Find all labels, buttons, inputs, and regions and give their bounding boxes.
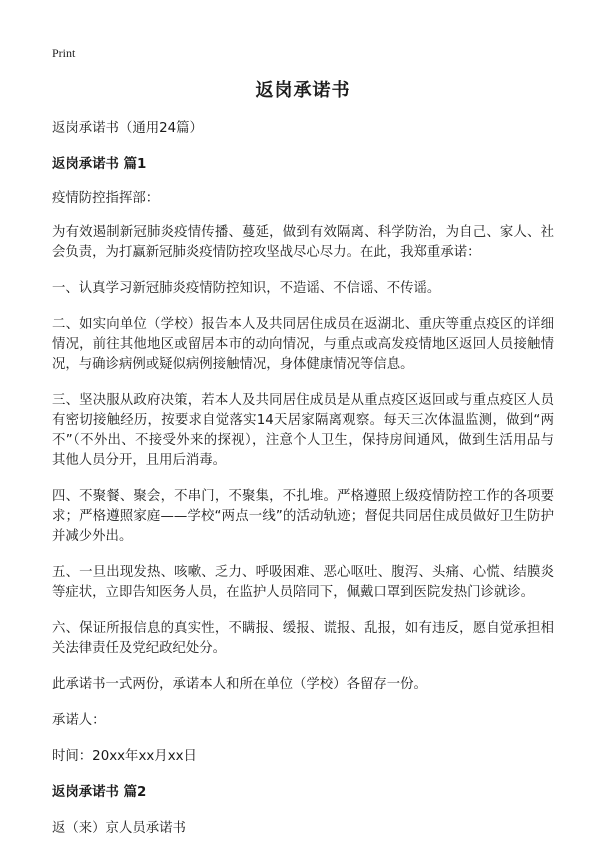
print-label[interactable]: Print (52, 46, 76, 60)
document-subtitle: 返岗承诺书（通用24篇） (52, 121, 203, 136)
paragraph-item-3: 三、坚决服从政府决策，若本人及共同居住成员是从重点疫区返回或与重点疫区人员有密切接触经历，按要求自觉落实14天居家隔离观察。每天三次体温监测，做到“两不”（不外出、不接受外来的探视），注意个人卫生，保持房间通风，做到生活用品与其他人员分开，且用后消毒。 (52, 393, 554, 468)
paragraph-item-1: 一、认真学习新冠肺炎疫情防控知识，不造谣、不信谣、不传谣。 (52, 281, 441, 296)
signer-line: 承诺人： (52, 713, 106, 728)
paragraph-copies: 此承诺书一式两份，承诺本人和所在单位（学校）各留存一份。 (52, 677, 427, 692)
paragraph-section-2-title: 返（来）京人员承诺书 (52, 821, 186, 836)
paragraph-intro: 为有效遏制新冠肺炎疫情传播、蔓延，做到有效隔离、科学防治，为自己、家人、社会负责，为打赢新冠肺炎疫情防控攻坚战尽心尽力。在此，我郑重承诺： (52, 225, 554, 260)
document-title: 返岗承诺书 (255, 80, 351, 101)
document-body (52, 78, 554, 855)
date-line: 时间：20xx年xx月xx日 (52, 749, 197, 764)
paragraph-item-4: 四、不聚餐、聚会，不串门，不聚集，不扎堆。严格遵照上级疫情防控工作的各项要求；严格遵照家庭——学校“两点一线”的活动轨迹；督促共同居住成员做好卫生防护并减少外出。 (52, 489, 554, 544)
paragraph-item-6: 六、保证所报信息的真实性，不瞒报、缓报、谎报、乱报，如有违反，愿自觉承担相关法律责任及党纪政纪处分。 (52, 621, 554, 656)
section-heading-1: 返岗承诺书 篇1 (52, 157, 147, 172)
addressee: 疫情防控指挥部： (52, 191, 160, 206)
paragraph-item-2: 二、如实向单位（学校）报告本人及共同居住成员在返湖北、重庆等重点疫区的详细情况，前往其他地区或留居本市的动向情况，与重点或高发疫情地区返回人员接触情况，与确诊病例或疑似病例接触情况，身体健康情况等信息。 (52, 317, 554, 372)
paragraph-item-5: 五、一旦出现发热、咳嗽、乏力、呼吸困难、恶心呕吐、腹泻、头痛、心慌、结膜炎等症状，立即告知医务人员，在监护人员陪同下，佩戴口罩到医院发热门诊就诊。 (52, 565, 554, 600)
section-heading-2: 返岗承诺书 篇2 (52, 785, 147, 800)
